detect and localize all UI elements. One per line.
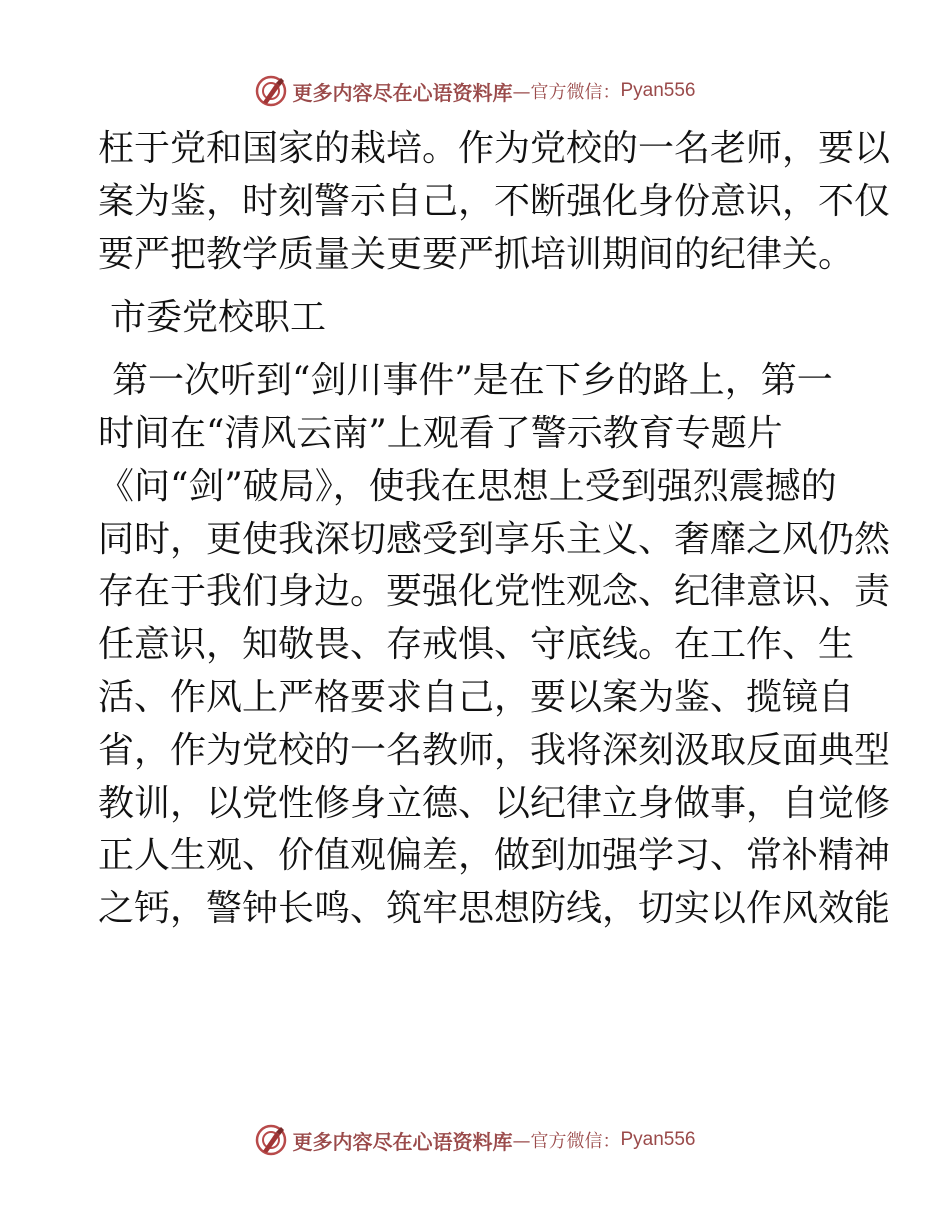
- text-line: 时间在“清风云南”上观看了警示教育专题片: [98, 412, 783, 454]
- text-line: 要严把教学质量关更要严抓培训期间的纪律关。: [98, 233, 855, 275]
- header-banner: [0, 71, 950, 111]
- text-line: 之钙，警钟长鸣、筑牢思想防线，切实以作风效能: [98, 888, 891, 930]
- brand-logo-icon: [254, 74, 288, 108]
- text-line: 正人生观、价值观偏差，做到加强学习、常补精神: [98, 835, 891, 877]
- footer-brand-text: 更多内容尽在心语资料库: [292, 1129, 513, 1154]
- text-line: 案为鉴，时刻警示自己，不断强化身份意识，不仅: [98, 180, 891, 222]
- header-separator-text: —官方微信：: [512, 82, 621, 103]
- footer-separator-text: —官方微信：: [512, 1131, 621, 1152]
- text-line: 枉于党和国家的栽培。作为党校的一名老师，要以: [98, 128, 891, 169]
- text-line: 任意识，知敬畏、存戒惧、守底线。在工作、生: [98, 624, 855, 666]
- paragraph-main: [98, 355, 891, 936]
- document-body: [98, 123, 891, 936]
- footer-banner: [0, 1120, 950, 1160]
- text-line: 第一次听到“剑川事件”是在下乡的路上，第一: [112, 360, 833, 402]
- text-line: 活、作风上严格要求自己，要以案为鉴、揽镜自: [98, 676, 855, 718]
- text-line: 省，作为党校的一名教师，我将深刻汲取反面典型: [98, 729, 891, 771]
- header-wechat-id: Pyan556: [620, 80, 696, 101]
- paragraph-continuation: [98, 123, 891, 281]
- author-line: 市委党校职工: [110, 297, 327, 339]
- text-line: 教训，以党性修身立德、以纪律立身做事，自觉修: [98, 782, 891, 824]
- text-line: 《问“剑”破局》，使我在思想上受到强烈震撼的: [98, 465, 837, 507]
- footer-wechat-id: Pyan556: [620, 1129, 696, 1150]
- text-line: 存在于我们身边。要强化党性观念、纪律意识、责: [98, 571, 891, 613]
- header-brand-text: 更多内容尽在心语资料库: [292, 80, 513, 105]
- text-line: 同时，更使我深切感受到享乐主义、奢靡之风仍然: [98, 518, 891, 560]
- brand-logo-icon: [254, 1123, 288, 1157]
